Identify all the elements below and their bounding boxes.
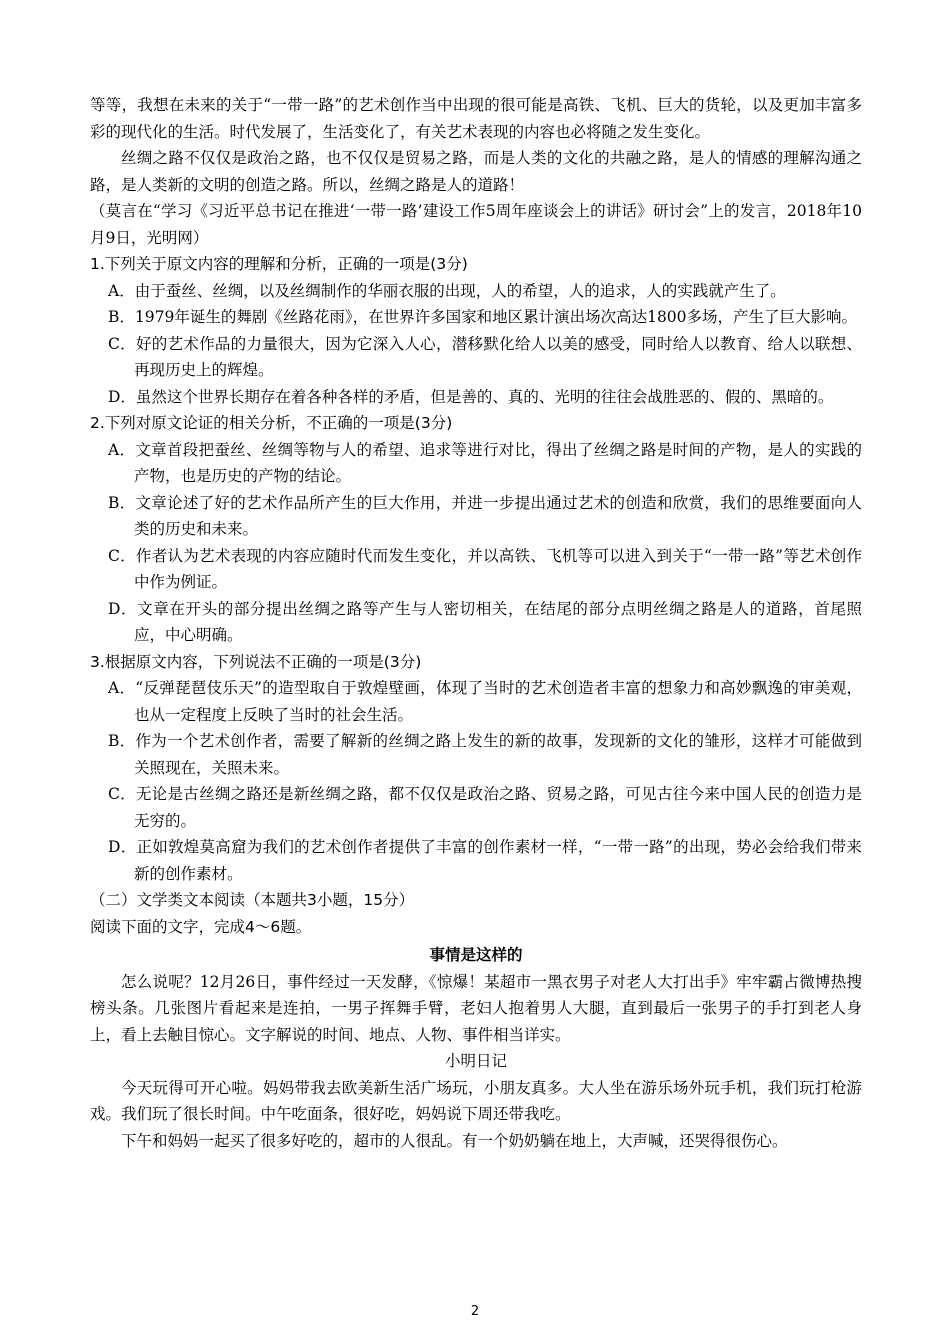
story-subtitle: 小明日记 [444, 1052, 507, 1070]
option-b: B．1979年诞生的舞剧《丝路花雨》，在世界许多国家和地区累计演出场次高达1800多场，产生了巨大影响。 [108, 308, 858, 326]
option-a: A．文章首段把蚕丝、丝绸等物与人的希望、追求等进行对比，得出了丝绸之路是时间的产物，是人的实践的产物，也是历史的产物的结论。 [108, 440, 862, 485]
question-3 [90, 649, 862, 888]
option-c: C．无论是古丝绸之路还是新丝绸之路，都不仅仅是政治之路、贸易之路，可见古往今来中国人民的创造力是无穷的。 [108, 785, 862, 830]
passage-paragraph: 等等，我想在未来的关于“一带一路”的艺术创作当中出现的很可能是高铁、飞机、巨大的货轮，以及更加丰富多彩的现代化的生活。时代发展了，生活变化了，有关艺术表现的内容也必将随之发生变化。 [90, 96, 862, 141]
story-paragraph: 今天玩得可开心啦。妈妈带我去欧美新生活广场玩，小朋友真多。大人坐在游乐场外玩手机，我们玩打枪游戏。我们玩了很长时间。中午吃面条，很好吃，妈妈说下周还带我吃。 [90, 1078, 862, 1123]
option-a: A．“反弹琵琶伎乐天”的造型取自于敦煌壁画，体现了当时的艺术创造者丰富的想象力和高妙飘逸的审美观，也从一定程度上反映了当时的社会生活。 [108, 679, 862, 724]
option-d: D．文章在开头的部分提出丝绸之路等产生与人密切相关，在结尾的部分点明丝绸之路是人的道路，首尾照应，中心明确。 [108, 599, 862, 644]
section-instruction: 阅读下面的文字，完成4～6题。 [90, 917, 312, 936]
option-a: A．由于蚕丝、丝绸，以及丝绸制作的华丽衣服的出现，人的希望，人的追求，人的实践就产生了。 [108, 281, 786, 300]
story-paragraph: 怎么说呢？12月26日，事件经过一天发酵，《惊爆！某超市一黑衣男子对老人大打出手》牢牢霸占微博热搜榜头条。几张图片看起来是连拍，一男子挥舞手臂，老妇人抱着男人大腿，直到最后一张男子的手打到老人身上，看上去触目惊心。文字解说的时间、地点、人物、事件相当详实。 [90, 972, 862, 1044]
question-stem: 2.下列对原文论证的相关分析，不正确的一项是(3分) [90, 414, 453, 432]
question-2 [90, 410, 862, 649]
question-stem: 3.根据原文内容，下列说法不正确的一项是(3分) [90, 652, 422, 671]
story-paragraph: 下午和妈妈一起买了很多好吃的，超市的人很乱。有一个奶奶躺在地上，大声喊，还哭得很伤心。 [121, 1131, 788, 1150]
option-b: B．文章论述了好的艺术作品所产生的巨大作用，并进一步提出通过艺术的创造和欣赏，我们的思维要面向人类的历史和未来。 [108, 493, 862, 538]
option-b: B．作为一个艺术创作者，需要了解新的丝绸之路上发生的新的故事，发现新的文化的雏形，这样才可能做到关照现在，关照未来。 [108, 732, 862, 777]
option-c: C．好的艺术作品的力量很大，因为它深入人心，潜移默化给人以美的感受，同时给人以教育、给人以联想、再现历史上的辉煌。 [108, 334, 862, 379]
passage-paragraph: 丝绸之路不仅仅是政治之路，也不仅仅是贸易之路，而是人类的文化的共融之路，是人的情感的理解沟通之路，是人类新的文明的创造之路。所以，丝绸之路是人的道路！ [90, 149, 862, 194]
question-stem: 1.下列关于原文内容的理解和分析，正确的一项是(3分) [90, 255, 468, 273]
option-d: D．正如敦煌莫高窟为我们的艺术创作者提供了丰富的创作素材一样，“一带一路”的出现，势必会给我们带来新的创作素材。 [108, 838, 862, 883]
story-title: 事情是这样的 [429, 946, 523, 964]
question-1 [90, 251, 862, 410]
page-number: 2 [470, 1304, 480, 1319]
option-d: D．虽然这个世界长期存在着各种各样的矛盾，但是善的、真的、光明的往往会战胜恶的、假的、黑暗的。 [108, 387, 834, 406]
section-heading: （二）文学类文本阅读（本题共3小题，15分） [90, 891, 415, 909]
passage-source: （莫言在“学习《习近平总书记在推进‘一带一路’建设工作5周年座谈会上的讲话》研讨会”上的发言，2018年10月9日，光明网） [90, 202, 862, 247]
page-content [90, 92, 862, 1154]
option-c: C．作者认为艺术表现的内容应随时代而发生变化，并以高铁、飞机等可以进入到关于“一带一路”等艺术创作中作为例证。 [108, 546, 862, 591]
